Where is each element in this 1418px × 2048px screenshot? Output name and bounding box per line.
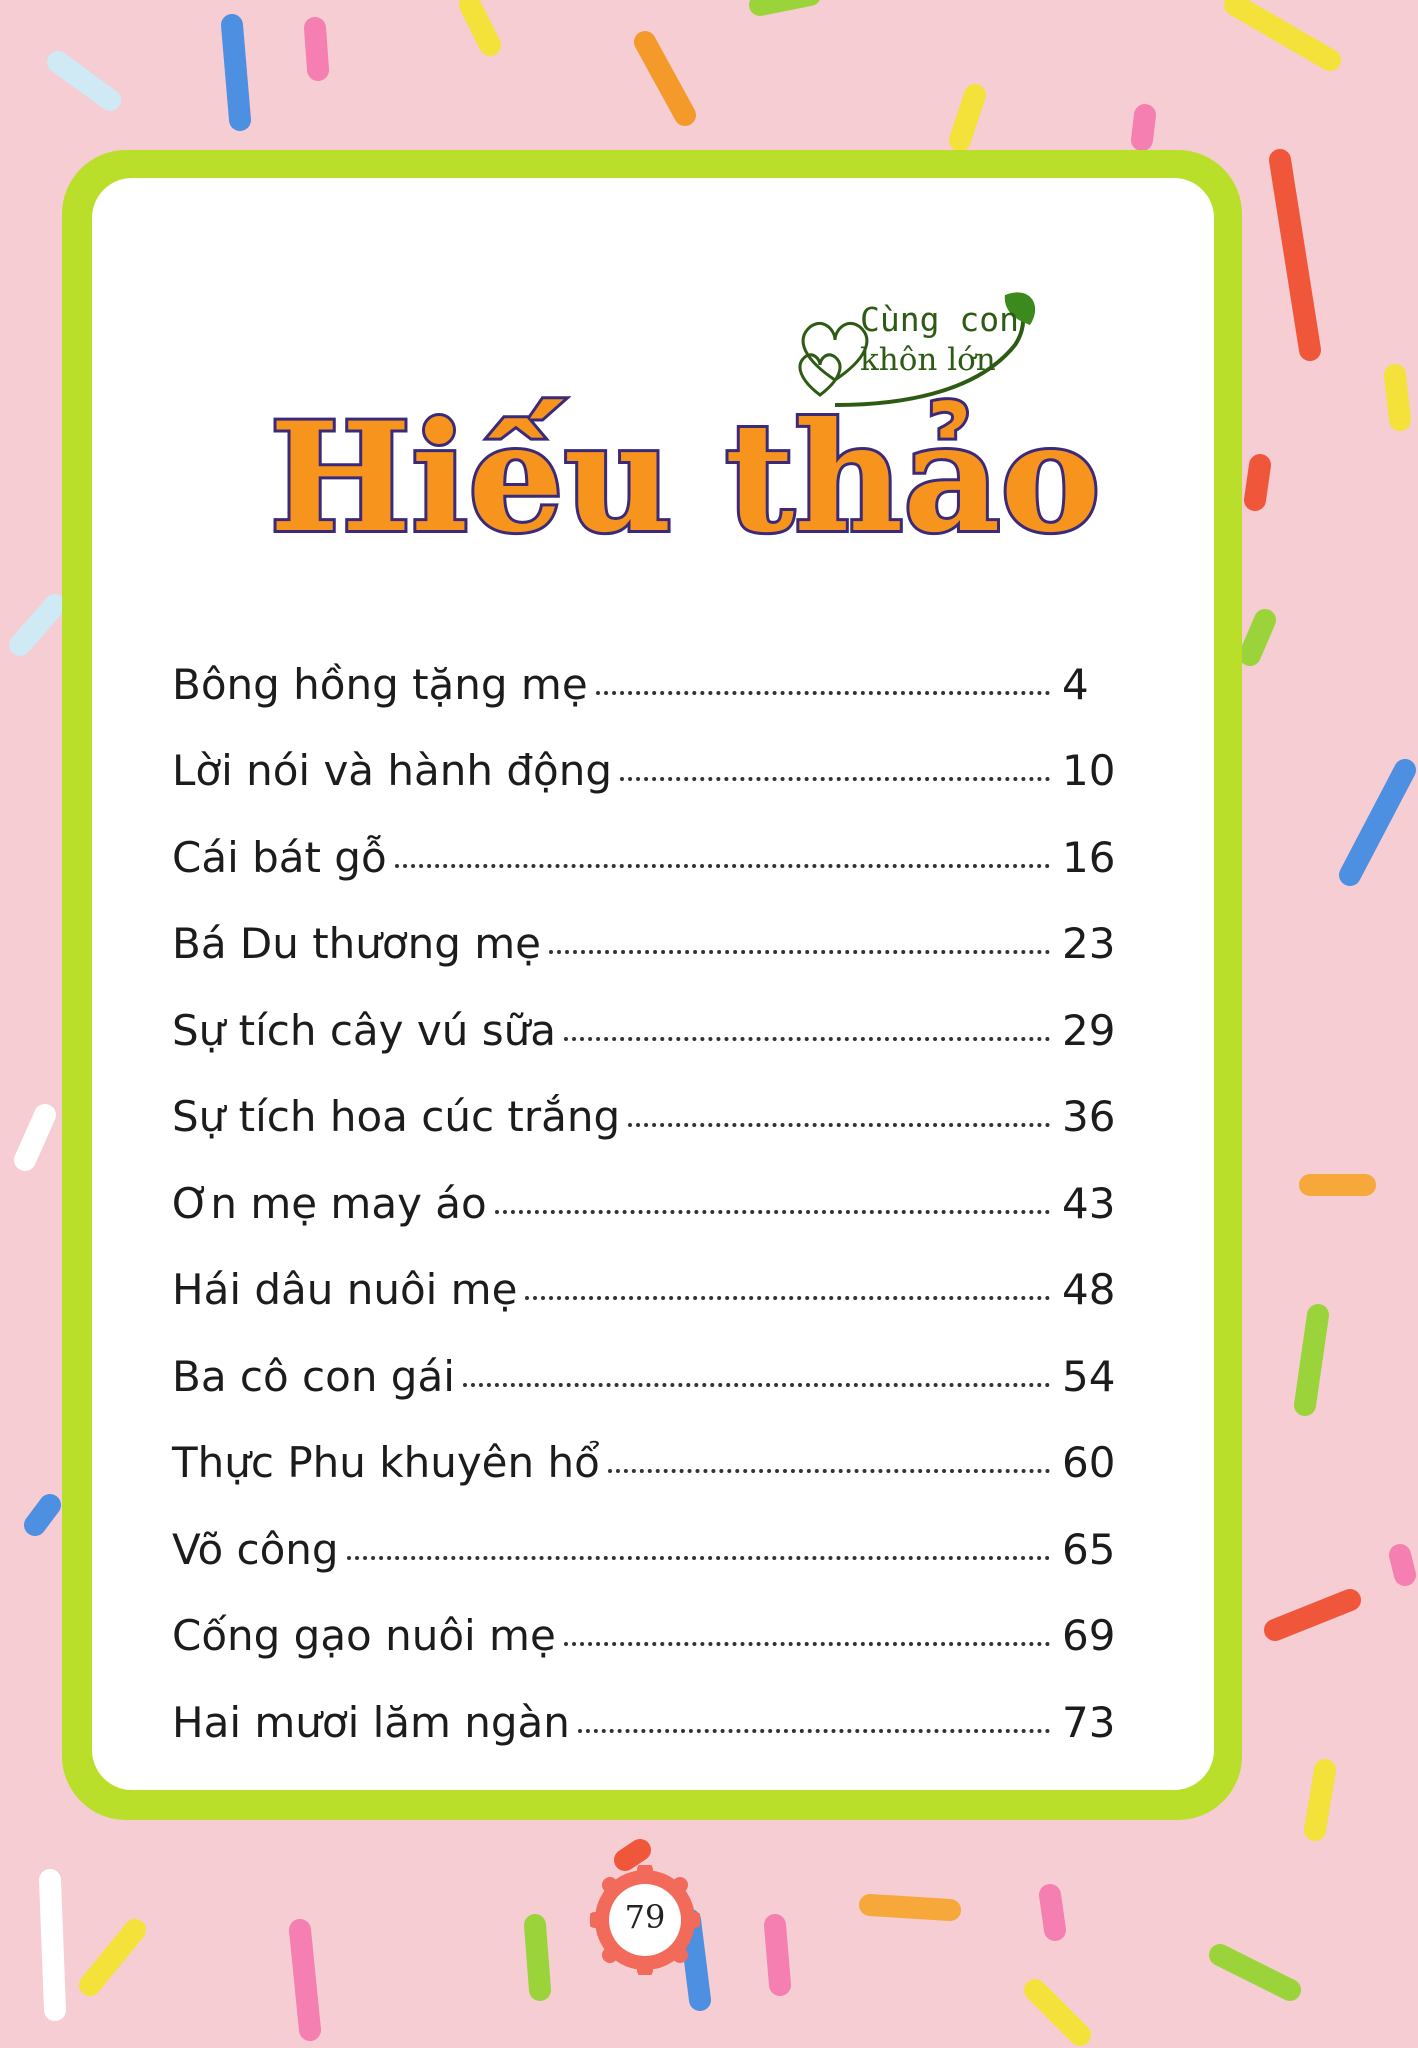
toc-entry [172, 882, 1122, 969]
toc-entry [172, 1487, 1122, 1574]
toc-entry-page: 43 [1062, 1178, 1116, 1228]
toc-entry-page: 65 [1062, 1524, 1116, 1574]
toc-dot-leader [525, 1296, 1050, 1300]
toc-entry-page: 23 [1062, 919, 1116, 968]
toc-dot-leader [596, 691, 1050, 695]
toc-dot-leader [628, 1123, 1050, 1127]
toc-entry [172, 1055, 1122, 1142]
toc-entry-page: 54 [1062, 1351, 1116, 1401]
badge-line-2: khôn lớn [860, 342, 996, 378]
toc-entry [172, 968, 1122, 1055]
toc-entry-title: Võ công [172, 1524, 339, 1574]
toc-dot-leader [564, 1642, 1050, 1646]
toc-entry [172, 622, 1122, 709]
toc-entry-page: 73 [1062, 1697, 1116, 1747]
toc-entry-page: 60 [1062, 1438, 1116, 1487]
toc-entry [172, 1574, 1122, 1661]
toc-entry-title: Ơn mẹ may áo [172, 1178, 487, 1228]
toc-entry [172, 1141, 1122, 1228]
toc-dot-leader [463, 1383, 1050, 1387]
toc-dot-leader [620, 777, 1050, 781]
toc-entry-title: Cái bát gỗ [172, 832, 387, 882]
toc-entry-title: Bá Du thương mẹ [172, 919, 541, 968]
title-text: Hiếu thảo [269, 390, 1101, 565]
page-title [240, 385, 1130, 565]
toc-dot-leader [395, 864, 1050, 868]
toc-entry-title: Hai mươi lăm ngàn [172, 1697, 570, 1747]
toc-entry [172, 1401, 1122, 1488]
toc-entry-title: Hái dâu nuôi mẹ [172, 1265, 518, 1314]
toc-entry-title: Cống gạo nuôi mẹ [172, 1611, 556, 1660]
toc-entry-title: Ba cô con gái [172, 1351, 455, 1401]
toc-entry [172, 795, 1122, 882]
toc-entry-title: Bông hồng tặng mẹ [172, 659, 588, 709]
toc-entry [172, 1228, 1122, 1315]
page-number: 79 [624, 1898, 666, 1936]
toc-entry [172, 1314, 1122, 1401]
toc-dot-leader [578, 1729, 1050, 1733]
toc-dot-leader [608, 1469, 1050, 1473]
toc-dot-leader [564, 1037, 1050, 1041]
toc-entry [172, 1660, 1122, 1747]
toc-entry-page: 16 [1062, 832, 1116, 882]
toc-dot-leader [495, 1210, 1050, 1214]
toc-entry-page: 36 [1062, 1092, 1116, 1141]
toc-entry-page: 29 [1062, 1005, 1116, 1055]
toc-entry-title: Sự tích cây vú sữa [172, 1005, 556, 1055]
toc-entry-title: Sự tích hoa cúc trắng [172, 1092, 621, 1141]
toc-entry [172, 709, 1122, 796]
toc-entry-title: Lời nói và hành động [172, 746, 612, 795]
table-of-contents [172, 622, 1122, 1747]
toc-dot-leader [347, 1556, 1050, 1560]
toc-entry-page: 10 [1062, 746, 1116, 795]
toc-entry-page: 69 [1062, 1611, 1116, 1660]
toc-entry-page: 48 [1062, 1265, 1116, 1314]
badge-line-1: Cùng con [860, 300, 1019, 339]
toc-entry-page: 4 [1062, 659, 1089, 709]
toc-entry-title: Thực Phu khuyên hổ [172, 1438, 600, 1487]
toc-dot-leader [549, 950, 1050, 954]
